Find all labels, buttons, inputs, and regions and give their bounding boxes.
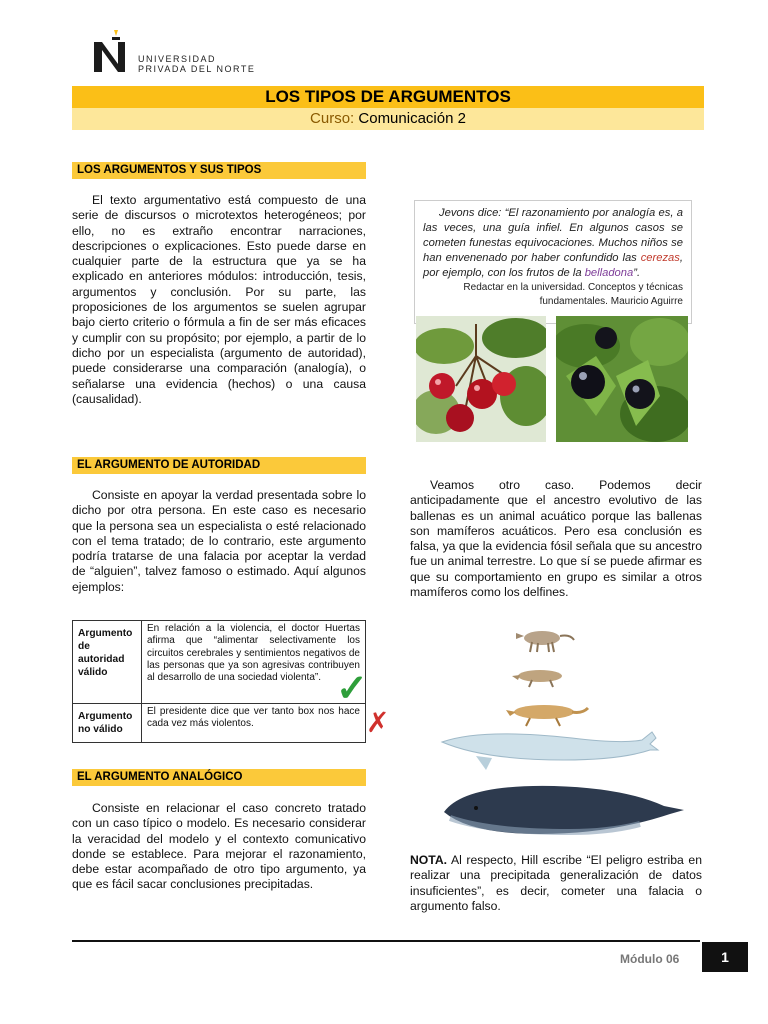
paragraph-analogico <box>72 801 366 893</box>
quote-source: Redactar en la universidad. Conceptos y técnicas fundamentales. Mauricio Aguirre <box>463 282 683 307</box>
cross-mark-icon: ✗ <box>366 707 390 738</box>
page-title: LOS TIPOS DE ARGUMENTOS <box>72 86 704 108</box>
table-cell-text: El presidente dice que ver tanto box nos hace cada vez más violentos. <box>142 704 366 743</box>
university-name <box>138 54 255 74</box>
belladonna-image <box>556 316 688 442</box>
table-cell-label: Argumento no válido <box>73 704 142 743</box>
quote-text-end: ”. <box>633 267 641 279</box>
university-line2: PRIVADA DEL NORTE <box>138 64 256 74</box>
quote-box <box>414 200 692 324</box>
paragraph-tipos-text: El texto argumentativo está compuesto de una serie de discursos o microtextos heterogéneos; por ello, no es extraño encontrar narraciones, descripciones o explicaciones. Esto puede darse en cualquier parte de la estructura que ya se ha explicado en anteriores módulos: introducción, tesis, argumentos y conclusión. Por su parte, las proposiciones de los argumentos se suelen agrupar bajo cierto criterio o fórmula a fin de ser más eficaces y cumplir con su propósito; por ejemplo, a partir de lo dicho por un especialista (argumento de autoridad), puede considerarse una comparación (analogía), o señalarse una evidencia (hechos) o una causa (causalidad). <box>72 193 366 406</box>
paragraph-caso-text: Veamos otro caso. Podemos decir anticipadamente que el ancestro evolutivo de las ballenas es un animal acuático porque las ballenas son mamíferos acuáticos. Pero esa conclusión es falsa, ya que la evidencia fósil señala que su ancestro fue un animal terrestre. Lo que sí se puede afirmar es que su comportamiento en grupo es similar a otros mamíferos como los delfines. <box>410 478 702 600</box>
quote-word-belladona: belladona <box>584 267 634 279</box>
paragraph-autoridad-text: Consiste en apoyar la verdad presentada sobre lo dicho por otra persona. En este caso es necesario que la persona sea un especialista o esté relacionado con el tema tratado; de lo contrario, este argumento podría tratarse de una falacia por aceptar la verdad de “alguien”, talvez famoso o estimado. Aquí algunos ejemplos: <box>72 488 366 594</box>
table-cell-text: En relación a la violencia, el doctor Huertas afirma que “alimentar selectivamente los circuitos cerebrales y sentimientos negativos de las personas que ya son agresivas contribuyen al desarrollo de una sociedad violenta”. <box>142 621 366 704</box>
quote-text-start: Jevons dice: “El razonamiento por analogía es, a las veces, una guía infiel. En algunos casos se cometen funestas equivocaciones. Muchos niños se han envenenado por haber confundido las <box>423 207 683 264</box>
course-name: Comunicación 2 <box>358 110 466 127</box>
check-mark-icon: ✓ <box>336 668 368 710</box>
course-subtitle <box>72 108 704 130</box>
table-row <box>73 704 366 743</box>
course-label: Curso: <box>310 110 355 127</box>
footer-rule <box>72 940 700 942</box>
table-row <box>73 621 366 704</box>
section-label-analogico: EL ARGUMENTO ANALÓGICO <box>72 769 366 786</box>
paragraph-autoridad <box>72 488 366 595</box>
paragraph-tipos <box>72 193 366 407</box>
footer-module: Módulo 06 <box>620 952 680 966</box>
note-label: NOTA. <box>410 853 448 867</box>
page-number: 1 <box>702 942 748 972</box>
arguments-table <box>72 620 366 743</box>
note-text: Al respecto, Hill escribe “El peligro estriba en realizar una precipitada generalización de datos insuficientes”, es decir, cometer una falacia o argumento falso. <box>410 853 702 913</box>
table-cell-label: Argumento de autoridad válido <box>73 621 142 704</box>
university-line1: UNIVERSIDAD <box>138 54 217 64</box>
section-label-tipos: LOS ARGUMENTOS Y SUS TIPOS <box>72 162 366 179</box>
university-logo-icon <box>92 28 132 74</box>
whale-evolution-image <box>436 624 696 838</box>
paragraph-analogico-text: Consiste en relacionar el caso concreto tratado con un caso típico o modelo. Es necesario considerar la veracidad del modelo y el contexto comunicativo donde se establece. Para mejorar el razonamiento, debe estar acompañado de otro tipo argumento, ya que es fácil sacar conclusiones precipitadas. <box>72 801 366 892</box>
quote-text <box>423 206 683 281</box>
quote-word-cerezas: cerezas <box>640 252 680 264</box>
quote-text-mid: , por ejemplo, con los frutos de la <box>423 252 683 279</box>
cherries-image <box>416 316 546 442</box>
section-label-autoridad: EL ARGUMENTO DE AUTORIDAD <box>72 457 366 474</box>
paragraph-caso <box>410 478 702 600</box>
note-paragraph <box>410 853 702 914</box>
